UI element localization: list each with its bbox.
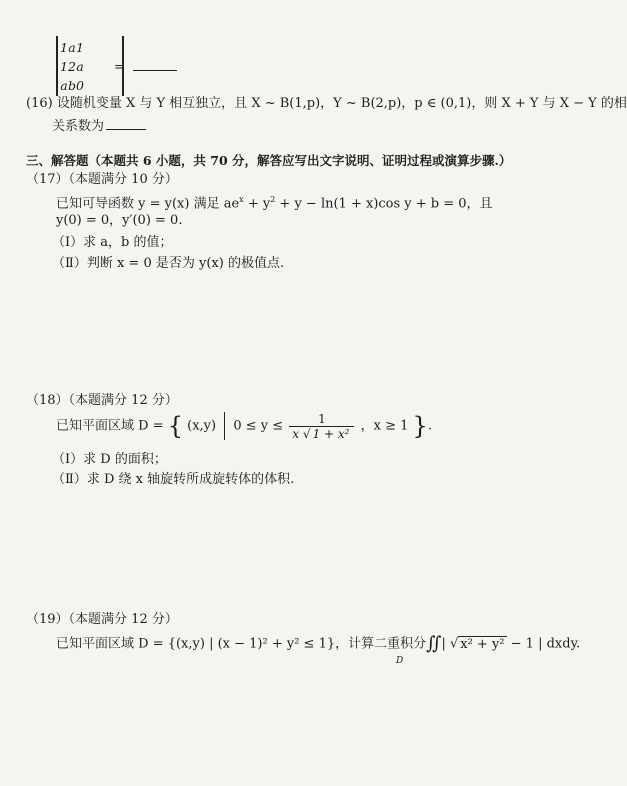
det-cell: 1 [75,40,84,55]
q16-text: 关系数为 [52,119,105,134]
answer-blank [133,58,177,71]
q19-text1: 已知平面区域 D = {(x,y) | (x − 1)² + y² ≤ 1}，计算二重积分 [56,636,427,652]
q17-text-c: + y − ln(1 + x)cos y + b = 0，且 [275,196,493,212]
section-title: 三、解答题（本题共 6 小题，共 70 分，解答应写出文字说明、证明过程或演算步骤.） [26,153,512,168]
q19-text3: − 1 | dxdy. [506,636,581,652]
q16-line2 [52,117,146,135]
det-cell: a [68,40,76,55]
det-cell: 2 [67,59,76,74]
det-cell: 1 [60,59,68,74]
det-answer [114,58,177,75]
q17-sup-2: 2 [270,195,276,204]
set-divider [224,412,225,440]
det-cell: 1 [60,40,68,55]
q18-part2: （Ⅱ）求 D 绕 x 轴旋转所成旋转体的体积. [52,472,295,487]
double-integral-icon: ∬ [426,633,442,654]
q18-header: （18）（本题满分 12 分） [26,393,178,408]
det-cell: b [67,78,76,93]
q19-root: x² + y² [460,636,505,652]
right-brace-icon: } [412,412,428,440]
answer-blank [106,117,146,130]
q17-part2: （Ⅱ）判断 x = 0 是否为 y(x) 的极值点. [52,256,285,271]
q19-header: （19）（本题满分 12 分） [26,612,178,627]
fraction [289,412,354,441]
q17-header: （17）（本题满分 10 分） [26,172,178,187]
q19-text2: | [441,636,450,652]
q19-statement: 已知平面区域 D = {(x,y) | (x − 1)² + y² ≤ 1}，计算二重积分∬| √ x² + y² − 1 | dxdy. [56,633,581,654]
det-cell: 0 [75,78,84,93]
q17-text-a: 已知可导函数 y = y(x) 满足 ae [56,196,240,212]
q17-line1 [56,192,493,212]
den-x: x [292,426,300,441]
q18-cond-right: ，x ≥ 1 [360,418,409,434]
q18-prefix: 已知平面区域 D = [56,418,168,434]
den-root: 1 + x² [312,426,350,441]
q16-line1: (16) 设随机变量 X 与 Y 相互独立，且 X ~ B(1,p)，Y ~ B(2,p)，p ∈ (0,1)，则 X + Y 与 X − Y 的相 [26,96,627,111]
equals-sign: = [114,60,125,75]
left-brace-icon: { [167,412,183,440]
det-matrix [60,38,84,95]
q17-line2: y(0) = 0，y′(0) = 0. [56,213,183,228]
q17-part1: （Ⅰ）求 a，b 的值； [52,235,173,250]
q18-period: . [427,418,432,434]
fraction-numerator: 1 [289,412,354,427]
det-left-bar [56,36,58,96]
det-cell: a [60,78,68,93]
integral-domain-label: D [396,656,404,666]
q18-cond-left: 0 ≤ y ≤ [233,418,284,434]
det-cell: a [76,59,84,74]
q18-set-var: (x,y) [187,418,217,434]
q17-sup-x: x [239,195,244,204]
q17-text-b: + y [243,196,271,212]
q18-part1: （Ⅰ）求 D 的面积； [52,452,167,467]
q18-definition [56,410,432,443]
fraction-denominator: x √ 1 + x² [292,426,350,441]
